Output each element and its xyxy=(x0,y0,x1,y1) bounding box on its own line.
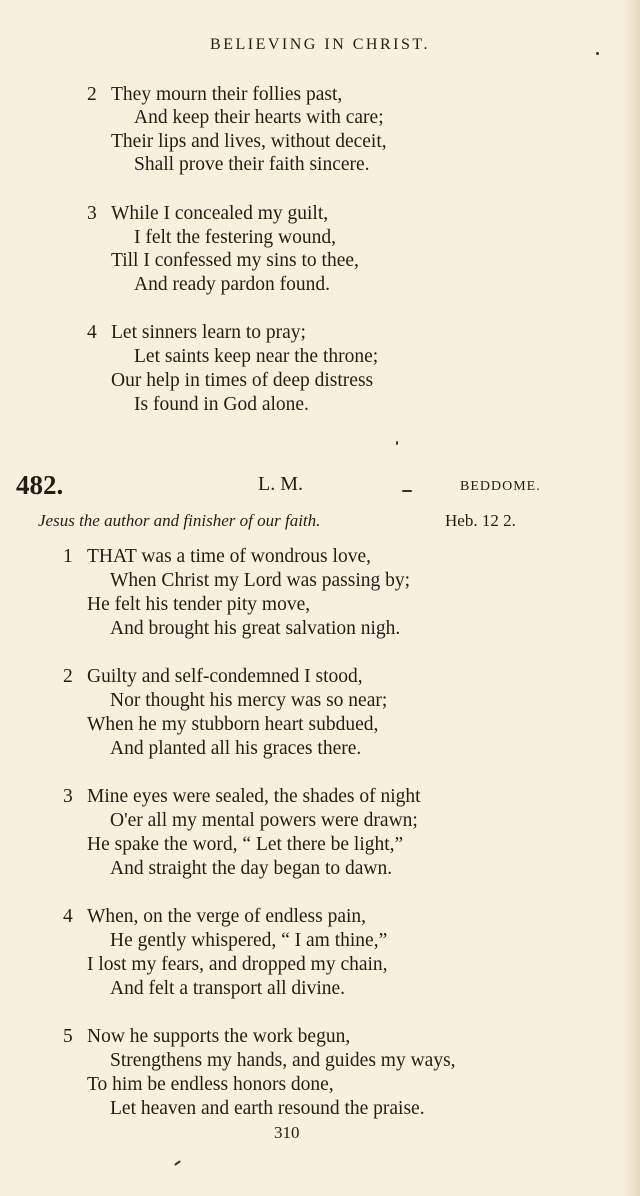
verse-line: Let saints keep near the throne; xyxy=(134,346,379,367)
verse-line: Let sinners learn to pray; xyxy=(111,322,306,343)
verse-line: When, on the verge of endless pain, xyxy=(87,906,367,927)
verse-line: Mine eyes were sealed, the shades of night xyxy=(87,786,421,807)
verse-line: And keep their hearts with care; xyxy=(134,107,384,128)
verse-line: And straight the day began to dawn. xyxy=(110,858,393,879)
verse-line: And planted all his graces there. xyxy=(110,738,362,759)
ink-speck xyxy=(174,1160,181,1166)
stanza-number: 2 xyxy=(87,84,97,105)
verse-line: I lost my fears, and dropped my chain, xyxy=(87,954,388,975)
stanza-number: 5 xyxy=(63,1026,73,1047)
verse-line: He spake the word, “ Let there be light,” xyxy=(87,834,404,855)
verse-line: Nor thought his mercy was so near; xyxy=(110,690,388,711)
stanza-number: 4 xyxy=(87,322,97,343)
verse-line: He felt his tender pity move, xyxy=(87,594,311,615)
verse-line: And ready pardon found. xyxy=(134,274,331,295)
ink-speck xyxy=(396,441,398,445)
verse-line: Is found in God alone. xyxy=(134,394,309,415)
verse-line: They mourn their follies past, xyxy=(111,84,343,105)
page-number: 310 xyxy=(274,1123,300,1142)
verse-line: Let heaven and earth resound the praise. xyxy=(110,1098,425,1119)
hymn-number: 482. xyxy=(16,470,64,500)
verse-line: Strengthens my hands, and guides my ways, xyxy=(110,1050,456,1071)
scripture-reference: Heb. 12 2. xyxy=(445,511,516,530)
ink-speck xyxy=(402,490,412,492)
verse-line: When he my stubborn heart subdued, xyxy=(87,714,379,735)
page-edge-shadow xyxy=(622,0,640,1196)
verse-line: I felt the festering wound, xyxy=(134,227,336,248)
verse-line: To him be endless honors done, xyxy=(87,1074,334,1095)
hymn-meter: L. M. xyxy=(258,473,303,495)
hymn-subtitle: Jesus the author and finisher of our faith. xyxy=(38,511,321,530)
stanza-number: 3 xyxy=(63,786,73,807)
verse-line: Their lips and lives, without deceit, xyxy=(111,131,387,152)
verse-line: THAT was a time of wondrous love, xyxy=(87,546,371,567)
stanza-number: 4 xyxy=(63,906,73,927)
verse-line: Guilty and self-condemned I stood, xyxy=(87,666,363,687)
verse-line: When Christ my Lord was passing by; xyxy=(110,570,411,591)
stanza-number: 3 xyxy=(87,203,97,224)
hymn-author: BEDDOME. xyxy=(460,479,541,494)
stanza-number: 1 xyxy=(63,546,73,567)
verse-line: O'er all my mental powers were drawn; xyxy=(110,810,418,831)
verse-line: He gently whispered, “ I am thine,” xyxy=(110,930,388,951)
stanza-number: 2 xyxy=(63,666,73,687)
verse-line: Shall prove their faith sincere. xyxy=(134,154,370,175)
verse-line: And felt a transport all divine. xyxy=(110,978,346,999)
verse-line: Our help in times of deep distress xyxy=(111,370,374,391)
verse-line: Till I confessed my sins to thee, xyxy=(111,250,359,271)
verse-line: And brought his great salvation nigh. xyxy=(110,618,401,639)
verse-line: Now he supports the work begun, xyxy=(87,1026,351,1047)
running-header: BELIEVING IN CHRIST. xyxy=(210,36,430,53)
verse-line: While I concealed my guilt, xyxy=(111,203,329,224)
